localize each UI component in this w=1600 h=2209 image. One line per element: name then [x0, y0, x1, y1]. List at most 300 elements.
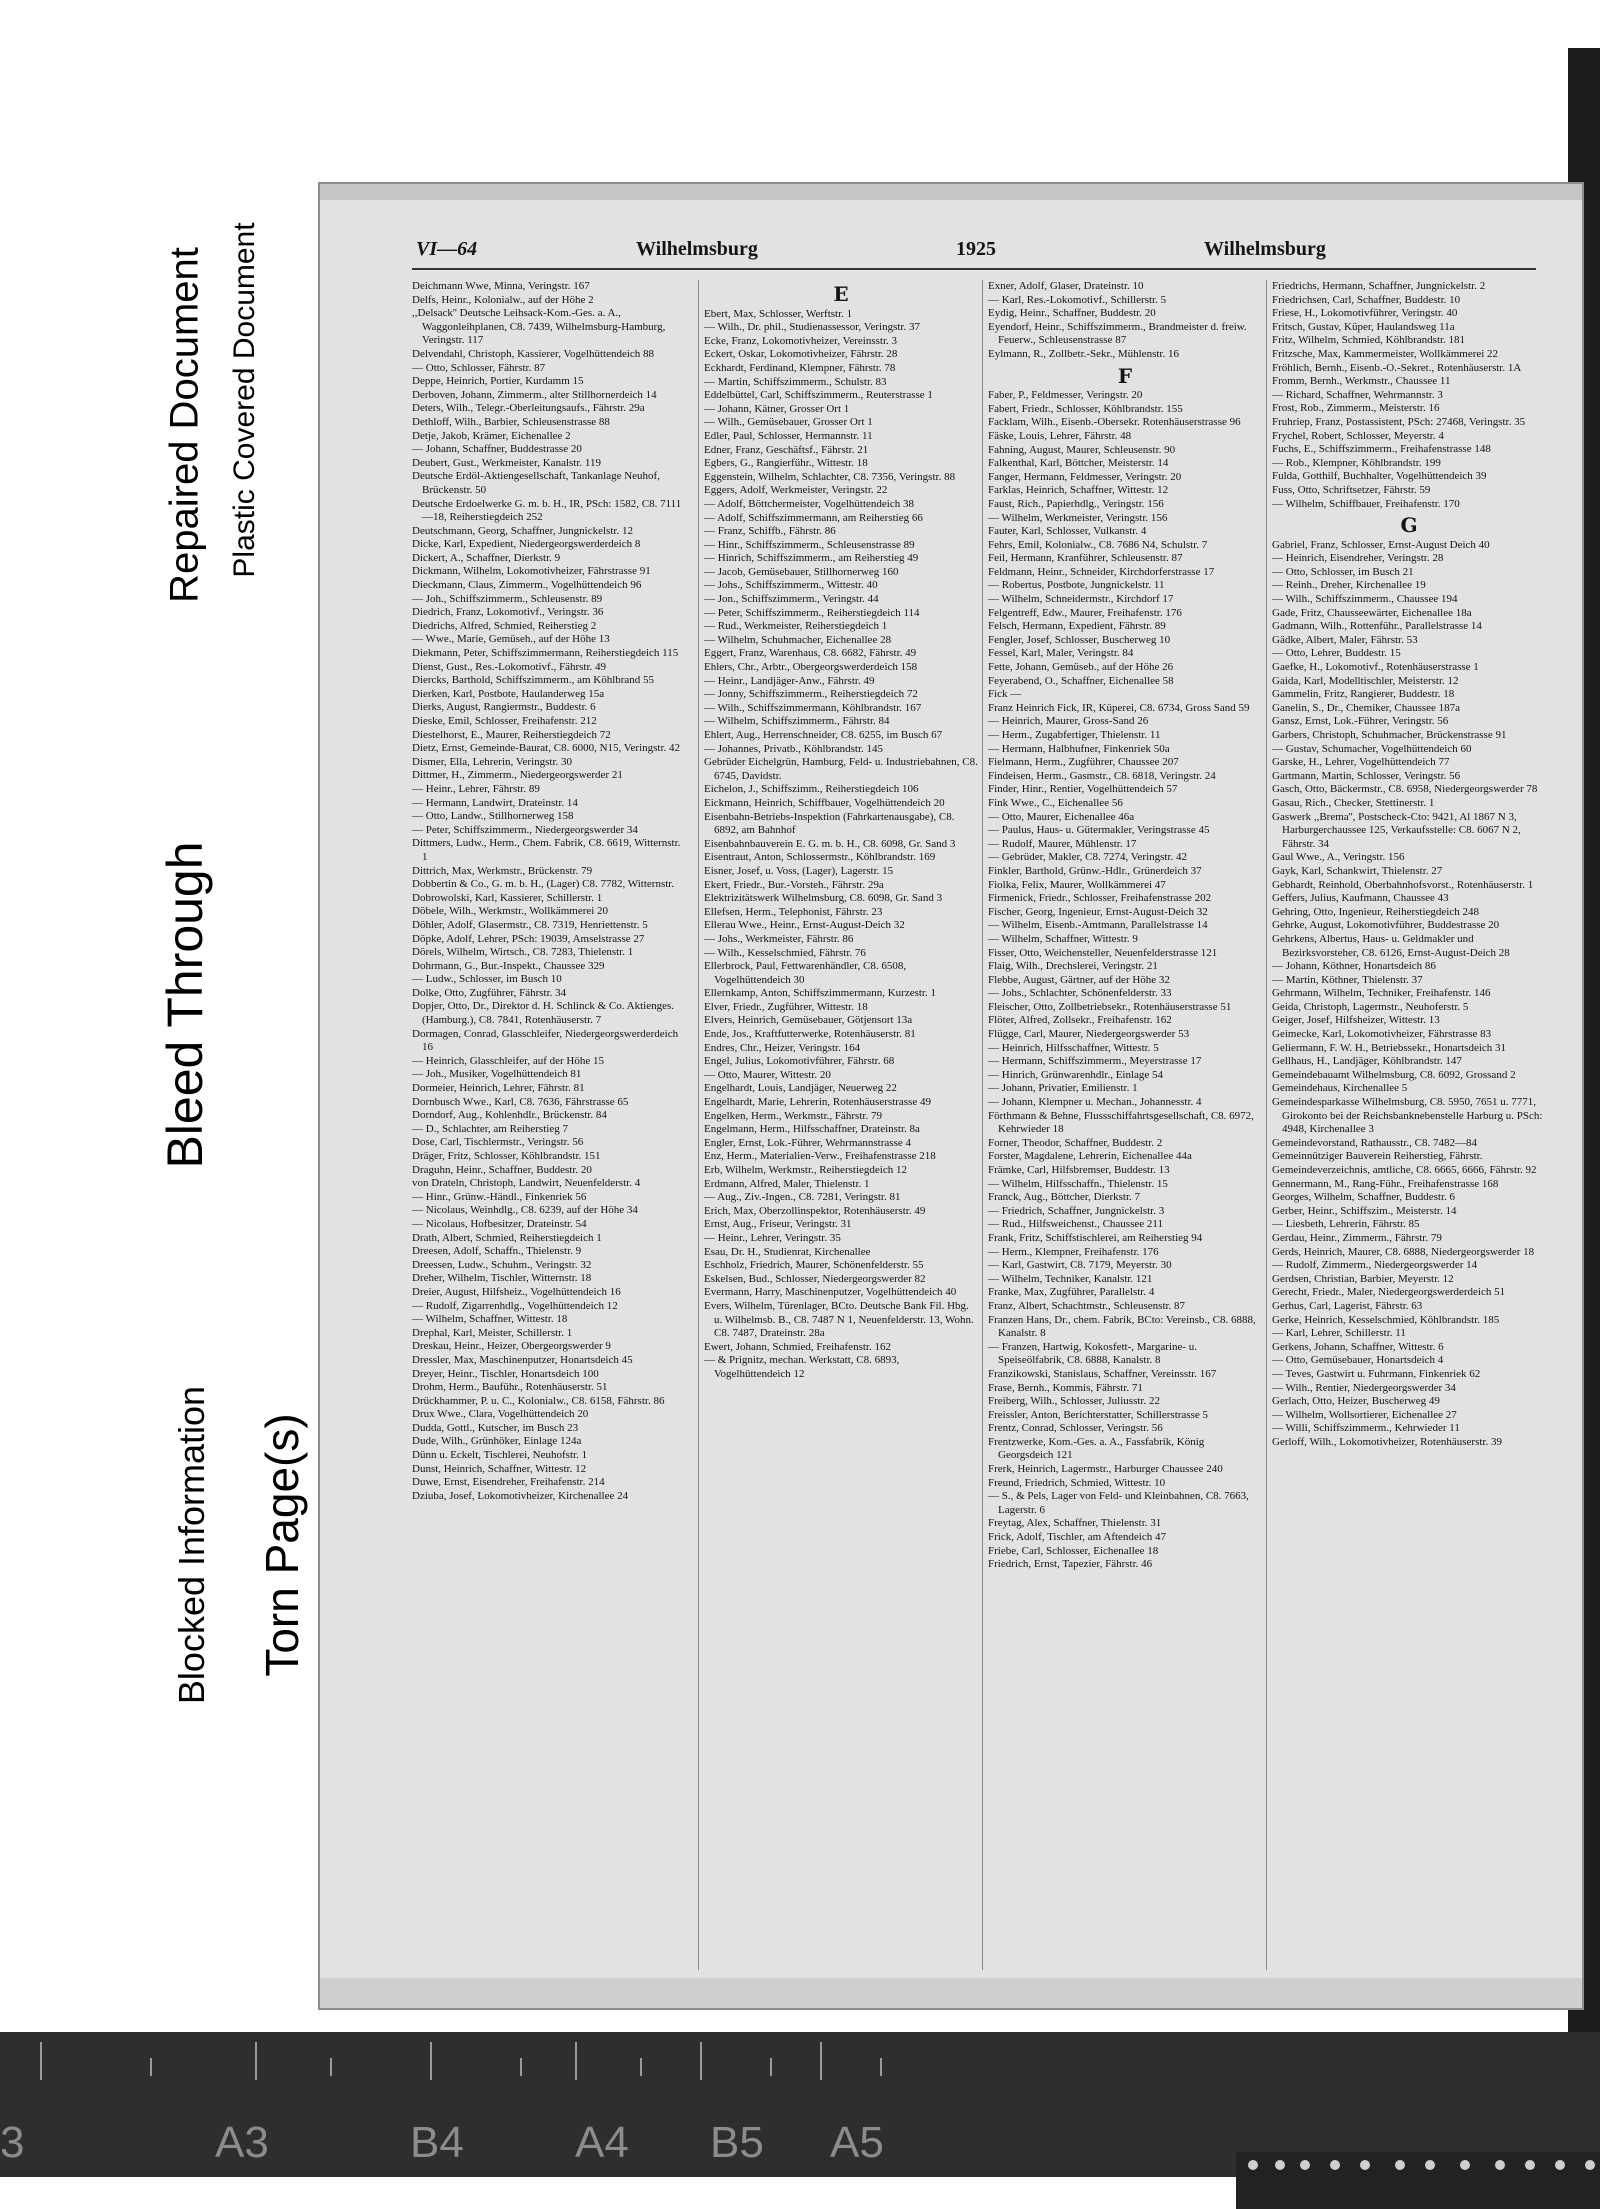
- directory-entry: Deutsche Erdoelwerke G. m. b. H., IR, PSch: 1582, C8. 7111—18, Reiherstiegdeich 252: [412, 497, 682, 524]
- directory-entry: — Aug., Ziv.-Ingen., C8. 7281, Veringstr. 81: [704, 1191, 901, 1204]
- directory-entry: Dienst, Gust., Res.-Lokomotivf., Fährstr. 49: [412, 660, 607, 673]
- directory-entry: Elektrizitätswerk Wilhelmsburg, C8. 6098, Gr. Sand 3: [704, 892, 943, 905]
- directory-entry: — Joh., Musiker, Vogelhüttendeich 81: [412, 1068, 582, 1081]
- directory-entry: Eydig, Heinr., Schaffner, Buddestr. 20: [988, 307, 1156, 320]
- directory-entry: Dormagen, Conrad, Glasschleifer, Niedergeorgswerderdeich 16: [412, 1027, 679, 1054]
- page-city-right: Wilhelmsburg: [1204, 238, 1326, 260]
- directory-entry: Gemeindehaus, Kirchenallee 5: [1272, 1082, 1408, 1095]
- directory-entry: Faust, Rich., Papierhdlg., Veringstr. 156: [988, 497, 1164, 510]
- ruler-tick: [430, 2042, 432, 2080]
- directory-entry: Eskelsen, Bud., Schlosser, Niedergeorgswerder 82: [704, 1272, 926, 1285]
- ruler-tick: [880, 2058, 882, 2076]
- directory-entry: Feil, Hermann, Kranführer, Schleusenstr. 87: [988, 552, 1183, 565]
- directory-entry: Frychel, Robert, Schlosser, Meyerstr. 4: [1272, 429, 1444, 442]
- directory-entry: Diekmann, Peter, Schiffszimmermann, Reiherstiegdeich 115: [412, 647, 679, 660]
- directory-entry: — Peter, Schiffszimmerm., Reiherstiegdeich 114: [704, 606, 920, 619]
- directory-entry: Gemeindebauamt Wilhelmsburg, C8. 6092, Grossand 2: [1272, 1068, 1516, 1081]
- column-3: [988, 280, 1262, 1980]
- column-3-entries-b: [988, 389, 1262, 1572]
- directory-entry: Engler, Ernst, Lok.-Führer, Wehrmannstrasse 4: [704, 1136, 911, 1149]
- directory-entry: — Reinh., Dreher, Kirchenallee 19: [1272, 579, 1426, 592]
- directory-entry: Feyerabend, O., Schaffner, Eichenallee 58: [988, 674, 1174, 687]
- directory-entry: Exner, Adolf, Glaser, Drateinstr. 10: [988, 280, 1144, 292]
- directory-entry: Ellerau Wwe., Heinr., Ernst-August-Deich 32: [704, 919, 905, 932]
- ruler-tick: [575, 2042, 577, 2080]
- directory-entry: Drohm, Herm., Bauführ., Rotenhäuserstr. 51: [412, 1381, 608, 1394]
- directory-entry: Franck, Aug., Böttcher, Dierkstr. 7: [988, 1191, 1141, 1204]
- directory-entry: Diedrich, Franz, Lokomotivf., Veringstr. 36: [412, 606, 604, 619]
- directory-entry: — Herm., Zugabfertiger, Thielenstr. 11: [988, 729, 1161, 741]
- directory-entry: Dünn u. Eckelt, Tischlerei, Neuhofstr. 1: [412, 1449, 588, 1462]
- directory-entry: — Otto, Schlosser, Fährstr. 87: [412, 361, 546, 374]
- directory-entry: Dreesen, Adolf, Schaffn., Thielenstr. 9: [412, 1245, 582, 1258]
- directory-entry: — Herm., Klempner, Freihafenstr. 176: [988, 1245, 1159, 1258]
- directory-entry: Elvers, Heinrich, Gemüsebauer, Götjensort 13a: [704, 1014, 913, 1027]
- directory-entry: — Richard, Schaffner, Wehrmannstr. 3: [1272, 388, 1443, 401]
- directory-entry: — Wwe., Marie, Gemüseh., auf der Höhe 13: [412, 633, 610, 646]
- column-divider: [982, 280, 983, 1970]
- directory-entry: Esau, Dr. H., Studienrat, Kirchenallee: [704, 1245, 871, 1258]
- directory-entry: Gebrüder Eichelgrün, Hamburg, Feld- u. Industriebahnen, C8. 6745, Davidstr.: [704, 756, 978, 782]
- directory-entry: Eddelbüttel, Carl, Schiffszimmerm., Reuterstrasse 1: [704, 389, 933, 402]
- directory-entry: Dierks, August, Rangiermstr., Buddestr. 6: [412, 701, 596, 714]
- directory-entry: Förthmann & Behne, Flussschiffahrtsgesellschaft, C8. 6972, Kehrwieder 18: [988, 1109, 1254, 1136]
- label-torn-pages: Torn Page(s): [256, 1413, 308, 1677]
- directory-entry: Dormeier, Heinrich, Lehrer, Fährstr. 81: [412, 1082, 585, 1095]
- directory-entry: Gaswerk ,,Brema'', Postscheck-Cto: 9421, Al 1867 N 3, Harburgerchaussee 125, Verkaufsstelle: C8. 6067 N 2, Fährstr. 34: [1272, 810, 1521, 850]
- directory-entry: Enz, Herm., Materialien-Verw., Freihafenstrasse 218: [704, 1150, 936, 1163]
- directory-entry: Gebhardt, Reinhold, Oberbahnhofsvorst., Rotenhäuserstr. 1: [1272, 878, 1534, 891]
- directory-entry: Freissler, Anton, Berichterstatter, Schillerstrasse 5: [988, 1408, 1208, 1421]
- directory-entry: — Heinr., Lehrer, Fährstr. 89: [412, 782, 540, 795]
- page-top-edge: [320, 184, 1582, 200]
- directory-entry: Fischer, Georg, Ingenieur, Ernst-August-Deich 32: [988, 905, 1208, 918]
- directory-entry: Gayk, Karl, Schankwirt, Thielenstr. 27: [1272, 864, 1443, 877]
- directory-entry: Endres, Chr., Heizer, Veringstr. 164: [704, 1041, 861, 1054]
- directory-entry: Garske, H., Lehrer, Vogelhüttendeich 77: [1272, 756, 1450, 769]
- directory-entry: — Wilhelm, Eisenb.-Amtmann, Parallelstrasse 14: [988, 919, 1208, 932]
- directory-entry: Deutschmann, Georg, Schaffner, Jungnickelstr. 12: [412, 524, 633, 537]
- directory-entry: Franke, Max, Zugführer, Parallelstr. 4: [988, 1286, 1155, 1299]
- directory-entry: — Wilhelm, Werkmeister, Veringstr. 156: [988, 511, 1168, 524]
- directory-entry: Gehrmann, Wilhelm, Techniker, Freihafenstr. 146: [1272, 987, 1491, 1000]
- directory-entry: Dudda, Gottl., Kutscher, im Busch 23: [412, 1421, 579, 1434]
- directory-entry: Främke, Carl, Hilfsbremser, Buddestr. 13: [988, 1164, 1170, 1176]
- label-repaired-document: Repaired Document: [162, 247, 207, 603]
- directory-entry: — Rudolf, Zimmerm., Niedergeorgswerder 14: [1272, 1259, 1478, 1272]
- directory-entry: — Liesbeth, Lehrerin, Fährstr. 85: [1272, 1218, 1420, 1231]
- directory-entry: Dose, Carl, Tischlermstr., Veringstr. 56: [412, 1136, 584, 1149]
- directory-entry: von Drateln, Christoph, Landwirt, Neuenfelderstr. 4: [412, 1177, 641, 1190]
- directory-entry: Gaul Wwe., A., Veringstr. 156: [1272, 851, 1405, 864]
- directory-entry: Fette, Johann, Gemüseb., auf der Höhe 26: [988, 661, 1174, 674]
- directory-entry: Eisner, Josef, u. Voss, (Lager), Lagerstr. 15: [704, 864, 894, 877]
- directory-entry: Gellhaus, H., Landjäger, Köhlbrandstr. 147: [1272, 1055, 1462, 1068]
- directory-entry: Duwe, Ernst, Eisendreher, Freihafenstr. 214: [412, 1476, 605, 1489]
- page-city-left: Wilhelmsburg: [636, 238, 758, 260]
- directory-entry: — Hermann, Halbhufner, Finkenriek 50a: [988, 742, 1170, 755]
- label-plastic-covered: Plastic Covered Document: [228, 222, 261, 578]
- directory-entry: — Joh., Schiffszimmerm., Schleusenstr. 89: [412, 592, 603, 605]
- directory-entry: — D., Schlachter, am Reiherstieg 7: [412, 1122, 568, 1135]
- directory-entry: — Wilh., Schiffszimmermann, Köhlbrandstr. 167: [704, 701, 922, 714]
- ruler-label: B5: [710, 2118, 764, 2167]
- directory-entry: ,,Delsack'' Deutsche Leihsack-Kom.-Ges. a. A., Waggonleihplanen, C8. 7439, Wilhelmsburg-Hamburg, Veringstr. 117: [412, 307, 666, 347]
- directory-entry: Gemeindeverzeichnis, amtliche, C8. 6665, 6666, Fährstr. 92: [1272, 1164, 1537, 1176]
- directory-entry: Eyendorf, Heinr., Schiffszimmerm., Brandmeister d. freiw. Feuerw., Schleusenstrasse 87: [988, 320, 1247, 347]
- column-divider: [698, 280, 699, 1970]
- directory-entry: Dickmann, Wilhelm, Lokomotivheizer, Fährstrasse 91: [412, 565, 651, 578]
- directory-entry: Geffers, Julius, Kaufmann, Chaussee 43: [1272, 892, 1449, 905]
- directory-entry: Frentzwerke, Kom.-Ges. a. A., Fassfabrik, König Georgsdeich 121: [988, 1435, 1205, 1462]
- directory-entry: Facklam, Wilh., Eisenb.-Obersekr. Rotenhäuserstrasse 96: [988, 416, 1241, 429]
- directory-entry: Dörels, Wilhelm, Wirtsch., C8. 7283, Thielenstr. 1: [412, 946, 634, 959]
- directory-entry: Eisenbahnbauverein E. G. m. b. H., C8. 6098, Gr. Sand 3: [704, 837, 956, 850]
- ruler-tick: [770, 2058, 772, 2076]
- directory-entry: Friebe, Carl, Schlosser, Eichenallee 18: [988, 1544, 1159, 1557]
- directory-entry: Gabriel, Franz, Schlosser, Ernst-August Deich 40: [1272, 538, 1490, 551]
- directory-entry: Dobbertin & Co., G. m. b. H., (Lager) C8. 7782, Witternstr.: [412, 878, 675, 891]
- directory-entry: Flebbe, August, Gärtner, auf der Höhe 32: [988, 973, 1170, 986]
- directory-entry: Eichelon, J., Schiffszimm., Reiherstiegdeich 106: [704, 783, 919, 796]
- directory-entry: — Jonny, Schiffszimmerm., Reiherstiegdeich 72: [704, 688, 918, 701]
- directory-entry: Döpke, Adolf, Lehrer, PSch: 19039, Amselstrasse 27: [412, 932, 645, 945]
- directory-entry: Dittmers, Ludw., Herm., Chem. Fabrik, C8. 6619, Witternstr. 1: [412, 837, 681, 863]
- directory-entry: — Otto, Maurer, Wittestr. 20: [704, 1068, 831, 1081]
- directory-entry: — Hermann, Landwirt, Drateinstr. 14: [412, 796, 578, 809]
- directory-entry: — Wilhelm, Wollsortierer, Eichenallee 27: [1272, 1408, 1457, 1421]
- directory-entry: Fäske, Louis, Lehrer, Fährstr. 48: [988, 429, 1132, 442]
- directory-entry: Fleischer, Otto, Zollbetriebsekr., Rotenhäuserstrasse 51: [988, 1000, 1232, 1013]
- directory-entry: Egbers, G., Rangierführ., Wittestr. 18: [704, 457, 868, 470]
- directory-entry: Diestelhorst, E., Maurer, Reiherstiegdeich 72: [412, 728, 611, 741]
- directory-entry: — Heinrich, Maurer, Gross-Sand 26: [988, 715, 1149, 728]
- directory-entry: Frost, Rob., Zimmerm., Meisterstr. 16: [1272, 402, 1440, 415]
- directory-entry: — Rud., Hilfsweichenst., Chaussee 211: [988, 1218, 1163, 1231]
- directory-entry: Fessel, Karl, Maler, Veringstr. 84: [988, 647, 1134, 660]
- directory-entry: Draguhn, Heinr., Schaffner, Buddestr. 20: [412, 1163, 592, 1176]
- directory-entry: Fisser, Otto, Weichensteller, Neuenfelderstrasse 121: [988, 946, 1218, 959]
- directory-entry: — Nicolaus, Hofbesitzer, Drateinstr. 54: [412, 1217, 587, 1230]
- directory-entry: Eylmann, R., Zollbetr.-Sekr., Mühlenstr. 16: [988, 347, 1179, 360]
- directory-entry: Engelken, Herm., Werkmstr., Fährstr. 79: [704, 1109, 882, 1122]
- directory-entry: Drephal, Karl, Meister, Schillerstr. 1: [412, 1326, 573, 1339]
- directory-entry: Frentz, Conrad, Schlosser, Veringstr. 56: [988, 1422, 1163, 1435]
- directory-entry: Dorndorf, Aug., Kohlenhdlr., Brückenstr. 84: [412, 1109, 607, 1122]
- directory-entry: Firmenick, Friedr., Schlosser, Freihafenstrasse 202: [988, 892, 1212, 905]
- ruler-dot: [1330, 2160, 1340, 2170]
- directory-entry: Deppe, Heinrich, Portier, Kurdamm 15: [412, 375, 584, 388]
- section-letter-f: F: [1117, 363, 1133, 388]
- directory-entry: Gerhus, Carl, Lagerist, Fährstr. 63: [1272, 1299, 1423, 1312]
- directory-entry: — Robertus, Postbote, Jungnickelstr. 11: [988, 579, 1165, 592]
- directory-entry: Dierken, Karl, Postbote, Haulanderweg 15a: [412, 687, 605, 700]
- directory-entry: Eckert, Oskar, Lokomotivheizer, Fährstr. 28: [704, 348, 898, 361]
- directory-entry: Ewert, Johann, Schmied, Freihafenstr. 162: [704, 1340, 891, 1353]
- directory-entry: Friese, H., Lokomotivführer, Veringstr. 40: [1272, 307, 1458, 320]
- ruler-tick: [820, 2042, 822, 2080]
- directory-entry: Garbers, Christoph, Schuhmacher, Brückenstrasse 91: [1272, 729, 1507, 741]
- directory-entry: — Otto, Schlosser, im Busch 21: [1272, 565, 1414, 578]
- column-1: [412, 280, 686, 1980]
- directory-entry: — Paulus, Haus- u. Gütermakler, Veringstrasse 45: [988, 824, 1210, 837]
- directory-entry: Frank, Fritz, Schiffstischlerei, am Reiherstieg 94: [988, 1231, 1203, 1244]
- directory-entry: — Franz, Schiffb., Fährstr. 86: [704, 525, 836, 538]
- directory-entry: Fritsch, Gustav, Küper, Haulandsweg 11a: [1272, 320, 1455, 333]
- label-bleed-through: Bleed Through: [157, 841, 213, 1169]
- directory-entry: — Otto, Maurer, Eichenallee 46a: [988, 810, 1135, 823]
- directory-entry: — Wilhelm, Hilfsschaffn., Thielenstr. 15: [988, 1177, 1168, 1190]
- directory-entry: Gansz, Ernst, Lok.-Führer, Veringstr. 56: [1272, 715, 1449, 728]
- directory-entry: Freiberg, Wilh., Schlosser, Juliusstr. 22: [988, 1395, 1160, 1408]
- directory-entry: — Hinrich, Grünwarenhdlr., Einlage 54: [988, 1068, 1164, 1081]
- column-4-entries-b: [1272, 539, 1546, 1450]
- ruler-dot: [1425, 2160, 1435, 2170]
- directory-entry: Dunst, Heinrich, Schaffner, Wittestr. 12: [412, 1462, 587, 1475]
- directory-page: [318, 182, 1584, 2010]
- directory-entry: Ende, Jos., Kraftfutterwerke, Rotenhäuserstr. 81: [704, 1028, 916, 1041]
- directory-entry: Gaefke, H., Lokomotivf., Rotenhäuserstrasse 1: [1272, 661, 1479, 674]
- directory-entry: — Otto, Lehrer, Buddestr. 15: [1272, 647, 1401, 660]
- directory-entry: Dietz, Ernst, Gemeinde-Baurat, C8. 6000, N15, Veringstr. 42: [412, 742, 681, 755]
- directory-entry: Ellernkamp, Anton, Schiffszimmermann, Kurzestr. 1: [704, 987, 936, 1000]
- directory-entry: Geiger, Josef, Hilfsheizer, Wittestr. 13: [1272, 1014, 1440, 1027]
- directory-entry: Gammelin, Fritz, Rangierer, Buddestr. 18: [1272, 688, 1455, 701]
- directory-entry: — S., & Pels, Lager von Feld- und Kleinbahnen, C8. 7663, Lagerstr. 6: [988, 1490, 1249, 1516]
- directory-entry: Drath, Albert, Schmied, Reiherstiegdeich 1: [412, 1231, 602, 1244]
- page-year: 1925: [956, 238, 996, 260]
- directory-entry: — Wilhelm, Techniker, Kanalstr. 121: [988, 1272, 1153, 1285]
- directory-entry: — Wilhelm, Schneidermstr., Kirchdorf 17: [988, 593, 1174, 606]
- directory-entry: — Wilh., Schiffszimmerm., Chaussee 194: [1272, 593, 1458, 606]
- directory-entry: — Johs., Schiffszimmerm., Wittestr. 40: [704, 579, 878, 592]
- directory-entry: — Jon., Schiffszimmerm., Veringstr. 44: [704, 593, 879, 606]
- directory-entry: Fahning, August, Maurer, Schleusenstr. 90: [988, 443, 1176, 456]
- ruler-tick: [640, 2058, 642, 2076]
- directory-entry: Finkler, Barthold, Grünw.-Hdlr., Grünerdeich 37: [988, 864, 1202, 877]
- directory-entry: Frick, Adolf, Tischler, am Aftendeich 47: [988, 1531, 1166, 1544]
- column-2: [704, 280, 978, 1980]
- directory-entry: Fehrs, Emil, Kolonialw., C8. 7686 N4, Schulstr. 7: [988, 538, 1208, 551]
- directory-entry: Farklas, Heinrich, Schaffner, Wittestr. 12: [988, 484, 1169, 497]
- directory-entry: Engelhardt, Marie, Lehrerin, Rotenhäuserstrasse 49: [704, 1096, 931, 1109]
- directory-entry: — Johann, Klempner u. Mechan., Johannesstr. 4: [988, 1096, 1202, 1109]
- directory-entry: Dickert, A., Schaffner, Dierkstr. 9: [412, 551, 561, 564]
- directory-entry: — Adolf, Schiffszimmermann, am Reiherstieg 66: [704, 511, 923, 524]
- directory-entry: Fuchs, E., Schiffszimmerm., Freihafenstrasse 148: [1272, 443, 1491, 456]
- directory-entry: Dziuba, Josef, Lokomotivheizer, Kirchenallee 24: [412, 1489, 629, 1502]
- directory-entry: Ellerbrock, Paul, Fettwarenhändler, C8. 6508, Vogelhüttendeich 30: [704, 960, 907, 986]
- directory-entry: — Gebrüder, Makler, C8. 7274, Veringstr. 42: [988, 851, 1188, 864]
- directory-entry: Deubert, Gust., Werkmeister, Kanalstr. 119: [412, 456, 601, 469]
- directory-entry: Gehrkens, Albertus, Haus- u. Geldmakler und Bezirksvorsteher, C8. 6126, Ernst-August-Deich 28: [1272, 932, 1510, 959]
- directory-entry: Drux Wwe., Clara, Vogelhüttendeich 20: [412, 1408, 589, 1421]
- directory-entry: Dolke, Otto, Zugführer, Fährstr. 34: [412, 986, 567, 999]
- directory-entry: Eckhardt, Ferdinand, Klempner, Fährstr. 78: [704, 361, 896, 374]
- ruler-tick: [700, 2042, 702, 2080]
- directory-entry: Eggenstein, Wilhelm, Schlachter, C8. 7356, Veringstr. 88: [704, 470, 956, 483]
- directory-entry: Franzikowski, Stanislaus, Schaffner, Vereinsstr. 167: [988, 1367, 1217, 1380]
- column-3-entries-a: [988, 280, 1262, 362]
- ruler-dot: [1585, 2160, 1595, 2170]
- directory-entry: Forner, Theodor, Schaffner, Buddestr. 2: [988, 1136, 1163, 1149]
- ruler-tick: [150, 2058, 152, 2076]
- directory-entry: Gasau, Rich., Checker, Stettinerstr. 1: [1272, 796, 1435, 809]
- ruler-tick: [40, 2042, 42, 2080]
- directory-entry: Eisentraut, Anton, Schlossermstr., Köhlbrandstr. 169: [704, 851, 936, 864]
- directory-entry: — Rob., Klempner, Köhlbrandstr. 199: [1272, 456, 1441, 469]
- directory-entry: Drückhammer, P. u. C., Kolonialw., C8. 6158, Fährstr. 86: [412, 1394, 665, 1407]
- directory-entry: — Karl, Lehrer, Schillerstr. 11: [1272, 1327, 1406, 1340]
- directory-entry: Fauter, Karl, Schlosser, Vulkanstr. 4: [988, 525, 1147, 538]
- directory-entry: Friedrichs, Hermann, Schaffner, Jungnickelstr. 2: [1272, 280, 1486, 292]
- ruler-dot-strip: [1236, 2152, 1600, 2209]
- directory-entry: Ekert, Friedr., Bur.-Vorsteh., Fährstr. 29a: [704, 878, 884, 891]
- directory-entry: — Heinrich, Eisendreher, Veringstr. 28: [1272, 552, 1444, 565]
- directory-entry: — Johann, Kätner, Grosser Ort 1: [704, 402, 850, 415]
- directory-entry: Dreskau, Heinr., Heizer, Obergeorgswerder 9: [412, 1340, 611, 1353]
- directory-entry: — Willi, Schiffszimmerm., Kehrwieder 11: [1272, 1422, 1460, 1435]
- directory-entry: Dräger, Fritz, Schlosser, Köhlbrandstr. 151: [412, 1150, 601, 1162]
- directory-entry: Feldmann, Heinr., Schneider, Kirchdorferstrasse 17: [988, 565, 1215, 578]
- directory-entry: — Hinr., Grünw.-Händl., Finkenriek 56: [412, 1190, 587, 1203]
- directory-entry: Gemeindevorstand, Rathausstr., C8. 7482—84: [1272, 1136, 1478, 1149]
- ruler-dot: [1525, 2160, 1535, 2170]
- directory-entry: — Wilhelm, Schaffner, Wittestr. 9: [988, 932, 1138, 945]
- directory-entry: Fulda, Gotthilf, Buchhalter, Vogelhüttendeich 39: [1272, 470, 1487, 483]
- ruler-tick: [520, 2058, 522, 2076]
- directory-entry: Gerke, Heinrich, Kesselschmied, Köhlbrandstr. 185: [1272, 1313, 1500, 1326]
- directory-entry: Dopjer, Otto, Dr., Direktor d. H. Schlinck & Co. Aktienges. (Hamburg.), C8. 7841, Rotenhäuserstr. 7: [412, 1000, 675, 1027]
- directory-entry: Flügge, Carl, Maurer, Niedergeorgswerder 53: [988, 1028, 1190, 1041]
- directory-entry: Freund, Friedrich, Schmied, Wittestr. 10: [988, 1476, 1166, 1489]
- ruler-tick: [255, 2042, 257, 2080]
- directory-entry: Gerlach, Otto, Heizer, Buscherweg 49: [1272, 1395, 1440, 1408]
- directory-entry: Ernst, Aug., Friseur, Veringstr. 31: [704, 1218, 852, 1231]
- directory-entry: Felsch, Hermann, Expedient, Fährstr. 89: [988, 620, 1166, 633]
- directory-entry: Derboven, Johann, Zimmerm., alter Stillhornerdeich 14: [412, 388, 657, 401]
- section-letter-g: G: [1400, 513, 1418, 538]
- directory-entry: — Wilh., Dr. phil., Studienassessor, Veringstr. 37: [704, 321, 920, 334]
- directory-entry: Detje, Jakob, Krämer, Eichenallee 2: [412, 429, 571, 442]
- column-divider: [1266, 280, 1267, 1970]
- directory-entry: Geimecke, Karl, Lokomotivheizer, Fährstrasse 83: [1272, 1028, 1492, 1041]
- directory-entry: Faber, P., Feldmesser, Veringstr. 20: [988, 389, 1143, 402]
- directory-entry: Findeisen, Herm., Gasmstr., C8. 6818, Veringstr. 24: [988, 769, 1216, 782]
- directory-entry: Dude, Wilh., Grünhöker, Einlage 124a: [412, 1435, 582, 1448]
- directory-entry: Ecke, Franz, Lokomotivheizer, Vereinsstr. 3: [704, 334, 898, 347]
- directory-entry: Gasch, Otto, Bäckermstr., C8. 6958, Niedergeorgswerder 78: [1272, 783, 1538, 796]
- directory-entry: Georges, Wilhelm, Schaffner, Buddestr. 6: [1272, 1191, 1456, 1204]
- directory-entry: Deichmann Wwe, Minna, Veringstr. 167: [412, 280, 590, 292]
- directory-entry: — Ludw., Schlosser, im Busch 10: [412, 973, 562, 986]
- directory-entry: — Karl, Gastwirt, C8. 7179, Meyerstr. 30: [988, 1259, 1172, 1272]
- section-letter-e: E: [833, 282, 849, 306]
- directory-entry: — Gustav, Schumacher, Vogelhüttendeich 60: [1272, 742, 1472, 755]
- directory-entry: Dicke, Karl, Expedient, Niedergeorgswerderdeich 8: [412, 538, 641, 551]
- directory-entry: Fink Wwe., C., Eichenallee 56: [988, 796, 1123, 809]
- directory-entry: Ebert, Max, Schlosser, Werftstr. 1: [704, 307, 853, 320]
- directory-entry: Dreier, August, Hilfsheiz., Vogelhüttendeich 16: [412, 1285, 621, 1298]
- directory-entry: Fick —: [988, 688, 1022, 701]
- directory-entry: Dittmer, H., Zimmerm., Niedergeorgswerder 21: [412, 769, 623, 782]
- directory-entry: Gerdsen, Christian, Barbier, Meyerstr. 12: [1272, 1272, 1454, 1285]
- ruler-dot: [1300, 2160, 1310, 2170]
- page-number: VI—64: [416, 238, 478, 260]
- directory-entry: Fengler, Josef, Schlosser, Buscherweg 10: [988, 633, 1171, 646]
- directory-entry: Diedrichs, Alfred, Schmied, Reiherstieg 2: [412, 619, 597, 632]
- ruler-dot: [1360, 2160, 1370, 2170]
- page-bottom-edge: [320, 1978, 1582, 2008]
- directory-entry: Edler, Paul, Schlosser, Hermannstr. 11: [704, 429, 873, 442]
- directory-entry: Finder, Hinr., Rentier, Vogelhüttendeich 57: [988, 783, 1178, 796]
- directory-entry: Fromm, Bernh., Werkmstr., Chaussee 11: [1272, 375, 1451, 388]
- directory-entry: — Johs., Schlachter, Schönenfelderstr. 33: [988, 987, 1172, 1000]
- directory-entry: Gadmann, Wilh., Rottenführ., Parallelstrasse 14: [1272, 620, 1482, 633]
- directory-entry: — Heinr., Landjäger-Anw., Fährstr. 49: [704, 674, 875, 687]
- directory-entry: Dohrmann, G., Bur.-Inspekt., Chaussee 329: [412, 959, 605, 972]
- directory-entry: Dobrowolski, Karl, Kassierer, Schillerstr. 1: [412, 891, 603, 904]
- directory-entry: Edner, Franz, Geschäftsf., Fährstr. 21: [704, 443, 869, 456]
- directory-entry: Eggert, Franz, Warenhaus, C8. 6682, Fährstr. 49: [704, 647, 917, 660]
- column-2-entries: [704, 308, 978, 1382]
- column-4: [1272, 280, 1546, 1980]
- directory-entry: Delfs, Heinr., Kolonialw., auf der Höhe 2: [412, 293, 594, 306]
- directory-entry: Döhler, Adolf, Glasermstr., C8. 7319, Henriettenstr. 5: [412, 918, 648, 931]
- directory-entry: — Franzen, Hartwig, Kokosfett-, Margarine- u. Speiseölfabrik, C8. 6888, Kanalstr. 8: [988, 1340, 1198, 1367]
- directory-entry: — Martin, Schiffszimmerm., Schulstr. 83: [704, 375, 887, 388]
- ruler-label: 3: [0, 2118, 25, 2167]
- directory-entry: Deters, Wilh., Telegr.-Oberleitungsaufs., Fährstr. 29a: [412, 402, 645, 415]
- directory-entry: Gaida, Karl, Modelltischler, Meisterstr. 12: [1272, 674, 1459, 687]
- directory-entry: Fruhriep, Franz, Postassistent, PSch: 27468, Veringstr. 35: [1272, 415, 1526, 428]
- ruler-dot: [1460, 2160, 1470, 2170]
- directory-entry: — Friedrich, Schaffner, Jungnickelstr. 3: [988, 1204, 1165, 1217]
- ruler-dot: [1555, 2160, 1565, 2170]
- directory-entry: Gerloff, Wilh., Lokomotivheizer, Rotenhäuserstr. 39: [1272, 1435, 1502, 1448]
- directory-entry: — Rud., Werkmeister, Reiherstiegdeich 1: [704, 620, 888, 633]
- directory-entry: Franzen Hans, Dr., chem. Fabrik, BCto: Vereinsb., C8. 6888, Kanalstr. 8: [988, 1313, 1256, 1340]
- directory-entry: — Wilhelm, Schiffbauer, Freihafenstr. 170: [1272, 497, 1460, 510]
- directory-entry: Delvendahl, Christoph, Kassierer, Vogelhüttendeich 88: [412, 347, 655, 360]
- directory-entry: Freytag, Alex, Schaffner, Thielenstr. 31: [988, 1517, 1162, 1530]
- directory-entry: Fritz, Wilhelm, Schmied, Köhlbrandstr. 181: [1272, 334, 1466, 347]
- directory-entry: Flöter, Alfred, Zollsekr., Freihafenstr. 162: [988, 1014, 1172, 1027]
- directory-entry: Gemeinnütziger Bauverein Reiherstieg, Fährstr.: [1272, 1150, 1483, 1163]
- directory-entry: — Rudolf, Maurer, Mühlenstr. 17: [988, 837, 1137, 850]
- directory-entry: — Wilhelm, Schaffner, Wittestr. 18: [412, 1313, 568, 1326]
- directory-entry: Deutsche Erdöl-Aktiengesellschaft, Tankanlage Neuhof, Brückenstr. 50: [412, 470, 660, 496]
- directory-entry: — Martin, Köthner, Thielenstr. 37: [1272, 973, 1423, 986]
- directory-entry: Ganelin, S., Dr., Chemiker, Chaussee 187a: [1272, 701, 1461, 714]
- directory-entry: — Wilhelm, Schiffszimmerm., Fährstr. 84: [704, 715, 890, 728]
- directory-entry: Dreyer, Heinr., Tischler, Honartsdeich 100: [412, 1367, 599, 1380]
- directory-entry: — Jacob, Gemüsebauer, Stillhornerweg 160: [704, 565, 899, 578]
- directory-entry: — Heinrich, Glasschleifer, auf der Höhe 15: [412, 1054, 604, 1067]
- directory-entry: Gerds, Heinrich, Maurer, C8. 6888, Niedergeorgswerder 18: [1272, 1245, 1535, 1258]
- directory-entry: Gennermann, M., Rang-Führ., Freihafenstrasse 168: [1272, 1177, 1499, 1190]
- directory-entry: Gade, Fritz, Chausseewärter, Eichenallee 18a: [1272, 606, 1472, 619]
- directory-entry: Geliermann, F. W. H., Betriebssekr., Honartsdeich 31: [1272, 1041, 1507, 1054]
- directory-entry: — Wilhelm, Schuhmacher, Eichenallee 28: [704, 633, 892, 646]
- ruler-dot: [1275, 2160, 1285, 2170]
- directory-entry: — Wilh., Kesselschmied, Fährstr. 76: [704, 946, 866, 959]
- directory-entry: Fröhlich, Bernh., Eisenb.-O.-Sekret., Rotenhäuserstr. 1A: [1272, 361, 1522, 374]
- directory-entry: Ellefsen, Herm., Telephonist, Fährstr. 23: [704, 905, 883, 918]
- directory-entry: — Adolf, Böttchermeister, Vogelhüttendeich 38: [704, 497, 914, 510]
- directory-entry: — Nicolaus, Weinhdlg., C8. 6239, auf der Höhe 34: [412, 1204, 638, 1217]
- ruler-label: A5: [830, 2118, 884, 2167]
